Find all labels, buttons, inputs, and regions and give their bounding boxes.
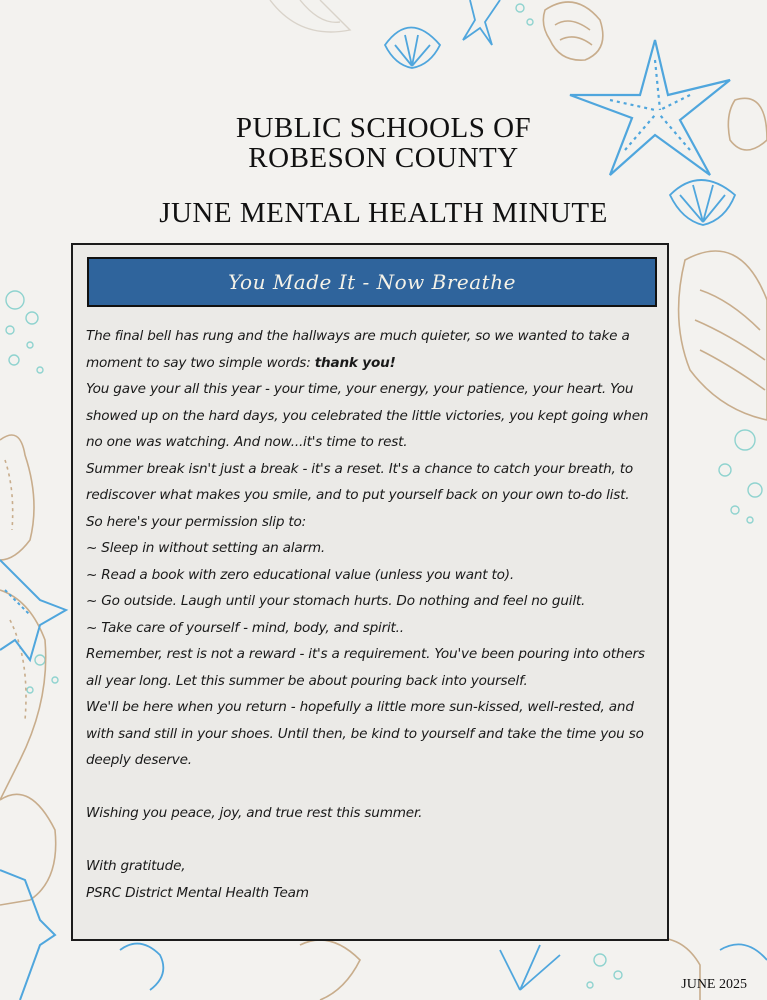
signature: PSRC District Mental Health Team (86, 884, 309, 901)
paragraph-4: Remember, rest is not a reward - it's a requirement. You've been pouring into others all year long. Let this summer be about pouring back into yourself. (86, 646, 645, 689)
org-line-2: ROBESON COUNTY (248, 142, 519, 174)
list-item: ~ Go outside. Laugh until your stomach hurts. Do nothing and feel no guilt. (86, 593, 586, 609)
wish-line: Wishing you peace, joy, and true rest this summer. (86, 805, 423, 821)
page-title: JUNE MENTAL HEALTH MINUTE (159, 197, 608, 229)
list-item: ~ Read a book with zero educational value (unless you want to). (86, 566, 514, 583)
paragraph-1: You gave your all this year - your time, your energy, your patience, your heart. You showed up on the hard days, you celebrated the little victories, you kept going when no one was watching. And now...it's time to rest. (86, 381, 649, 450)
message-body (86, 323, 656, 906)
org-line-1: PUBLIC SCHOOLS OF (235, 112, 532, 144)
message-card (71, 243, 669, 941)
footer-date: JUNE 2025 (681, 977, 747, 992)
closing-line: With gratitude, (86, 858, 186, 874)
organization-title (0, 113, 767, 173)
paragraph-5: We'll be here when you return - hopefully a little more sun-kissed, well-rested, and with sand still in your shoes. Until then, be kind to yourself and take the time you so deeply deserve. (86, 699, 644, 768)
intro-text: The final bell has rung and the hallways are much quieter, so we wanted to take a moment to say two simple words: (86, 328, 630, 371)
intro-paragraph (86, 323, 656, 376)
list-item: ~ Sleep in without setting an alarm. (86, 540, 326, 556)
list-item: ~ Take care of yourself - mind, body, and spirit.. (86, 619, 404, 636)
paragraph-2: Summer break isn't just a break - it's a reset. It's a chance to catch your breath, to rediscover what makes you smile, and to put yourself back on your own to-do list. (86, 460, 634, 503)
card-banner: You Made It - Now Breathe (87, 257, 657, 307)
thank-you-text: thank you! (314, 354, 396, 371)
paragraph-3: So here's your permission slip to: (86, 513, 307, 530)
